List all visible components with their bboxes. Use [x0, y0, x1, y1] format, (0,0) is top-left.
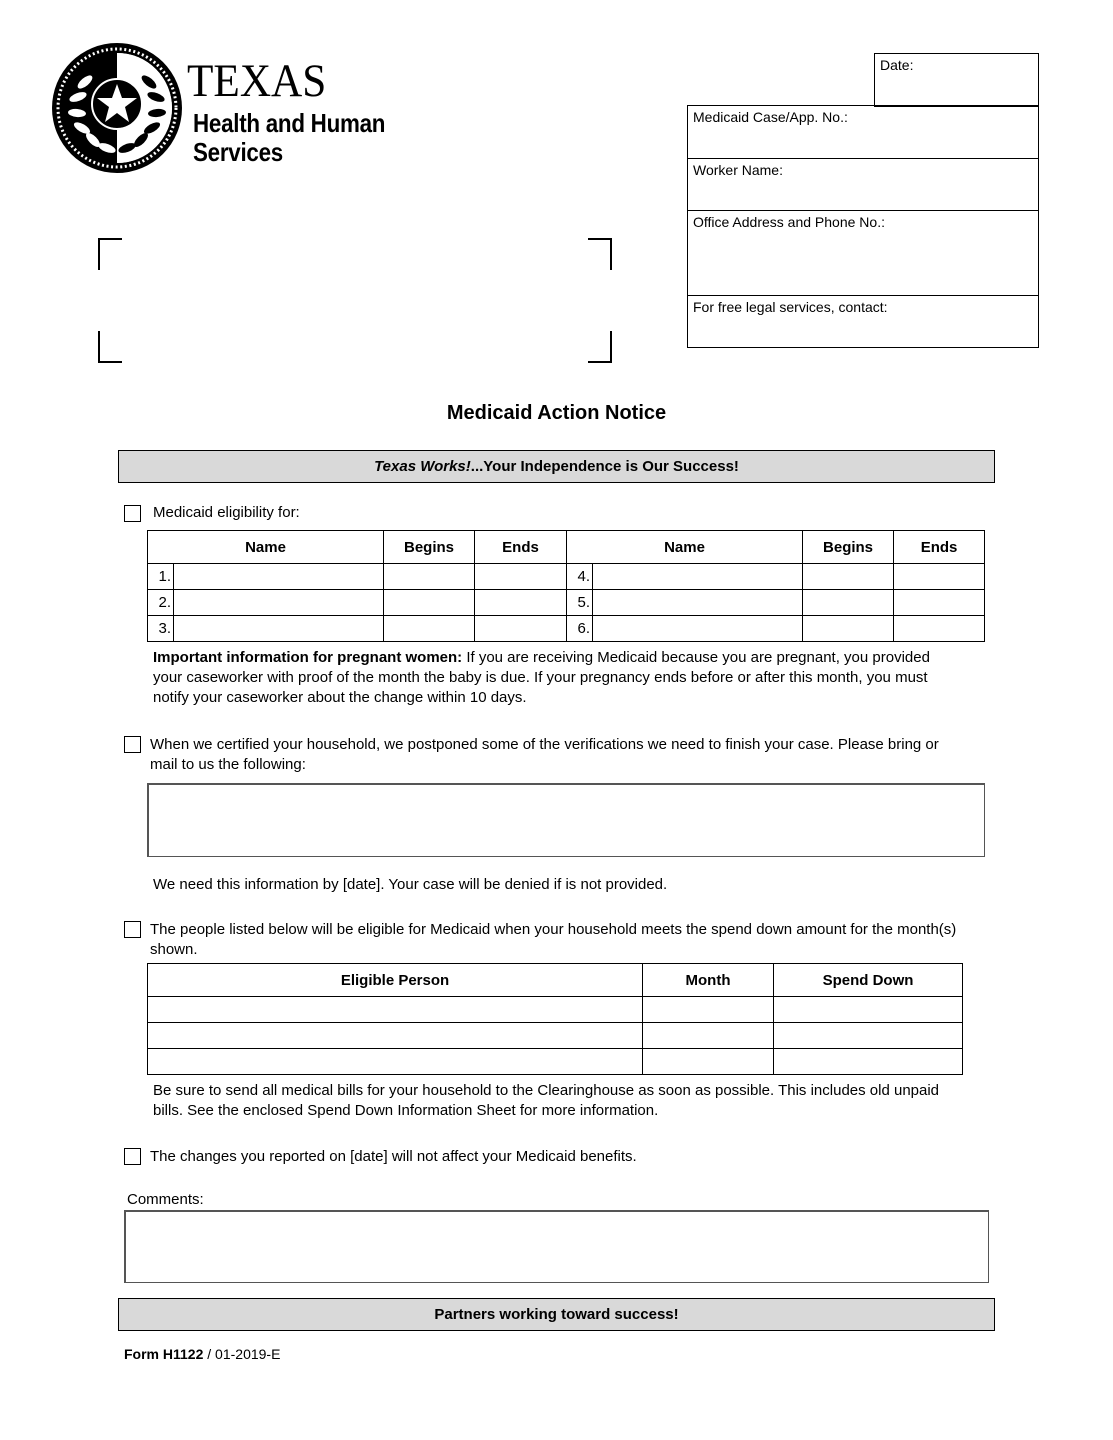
name-cell[interactable]	[593, 564, 803, 590]
name-cell[interactable]	[174, 616, 384, 642]
eligibility-checkbox[interactable]	[124, 505, 141, 522]
name-cell[interactable]	[593, 590, 803, 616]
legal-services-label: For free legal services, contact:	[693, 299, 888, 315]
comments-label: Comments:	[127, 1191, 204, 1208]
spend-down-note: Be sure to send all medical bills for your household to the Clearinghouse as soon as possible. This includes old unpaid bills. See the enclosed Spend Down Information Sheet for more information.	[153, 1082, 940, 1119]
pregnant-notice-heading: Important information for pregnant women:	[153, 649, 463, 666]
corner-mark-bottom-left	[98, 331, 122, 363]
logo-line-3: Services	[193, 137, 283, 167]
verifications-input[interactable]	[147, 783, 985, 857]
logo-line-2: Health and Human	[193, 108, 386, 138]
ends-cell[interactable]	[475, 616, 567, 642]
begins-cell[interactable]	[384, 590, 475, 616]
case-number-field[interactable]	[687, 105, 1039, 159]
row-number: 3.	[148, 616, 174, 642]
corner-mark-top-right	[588, 238, 612, 270]
column-header-spend-down: Spend Down	[774, 964, 963, 997]
row-number: 6.	[567, 616, 593, 642]
changes-checkbox[interactable]	[124, 1148, 141, 1165]
spend-down-cell[interactable]	[774, 1023, 963, 1049]
begins-cell[interactable]	[384, 616, 475, 642]
name-cell[interactable]	[174, 590, 384, 616]
eligibility-table	[147, 530, 985, 642]
comments-input[interactable]	[124, 1210, 989, 1283]
begins-cell[interactable]	[803, 590, 894, 616]
ends-cell[interactable]	[475, 590, 567, 616]
pregnant-women-notice	[153, 648, 953, 708]
column-header-month: Month	[643, 964, 774, 997]
row-number: 5.	[567, 590, 593, 616]
worker-name-field[interactable]	[687, 158, 1039, 211]
eligible-person-cell[interactable]	[148, 1023, 643, 1049]
corner-mark-bottom-right	[588, 331, 612, 363]
office-address-field[interactable]	[687, 210, 1039, 296]
begins-cell[interactable]	[803, 564, 894, 590]
month-cell[interactable]	[643, 997, 774, 1023]
verifications-checkbox[interactable]	[124, 736, 141, 753]
spend-down-table-header	[148, 964, 963, 997]
name-cell[interactable]	[174, 564, 384, 590]
form-id: Form H1122	[124, 1346, 204, 1362]
logo-texas-text: TEXAS	[187, 55, 327, 107]
month-cell[interactable]	[643, 1049, 774, 1075]
banner-text: ...Your Independence is Our Success!	[470, 458, 739, 475]
name-cell[interactable]	[593, 616, 803, 642]
legal-services-field[interactable]	[687, 295, 1039, 348]
texas-state-seal-icon	[51, 42, 183, 174]
spend-down-table	[147, 963, 963, 1075]
case-number-label: Medicaid Case/App. No.:	[693, 109, 848, 125]
table-row	[148, 590, 985, 616]
spend-down-checkbox[interactable]	[124, 921, 141, 938]
table-row	[148, 616, 985, 642]
partners-banner: Partners working toward success!	[118, 1298, 995, 1331]
verifications-deadline: We need this information by [date]. Your case will be denied if is not provided.	[153, 876, 668, 893]
slogan-banner	[118, 450, 995, 483]
banner-italic-text: Texas Works!	[374, 458, 471, 475]
page-title: Medicaid Action Notice	[446, 402, 667, 424]
eligible-person-cell[interactable]	[148, 1049, 643, 1075]
table-row	[148, 1023, 963, 1049]
month-cell[interactable]	[643, 1023, 774, 1049]
begins-cell[interactable]	[803, 616, 894, 642]
table-row	[148, 564, 985, 590]
spend-down-cell[interactable]	[774, 1049, 963, 1075]
table-row	[148, 1049, 963, 1075]
ends-cell[interactable]	[475, 564, 567, 590]
worker-name-label: Worker Name:	[693, 162, 783, 178]
corner-mark-top-left	[98, 238, 122, 270]
eligibility-label: Medicaid eligibility for:	[153, 504, 300, 521]
changes-label: The changes you reported on [date] will not affect your Medicaid benefits.	[150, 1148, 637, 1165]
column-header-name: Name	[567, 531, 803, 564]
row-number: 1.	[148, 564, 174, 590]
begins-cell[interactable]	[384, 564, 475, 590]
ends-cell[interactable]	[894, 616, 985, 642]
column-header-begins: Begins	[384, 531, 475, 564]
date-field[interactable]	[874, 53, 1039, 107]
table-row	[148, 997, 963, 1023]
verifications-label: When we certified your household, we postponed some of the verifications we need to finish your case. Please bring or mail to us the following:	[150, 736, 939, 773]
column-header-ends: Ends	[894, 531, 985, 564]
eligible-person-cell[interactable]	[148, 997, 643, 1023]
spend-down-label: The people listed below will be eligible for Medicaid when your household meets the spend down amount for the month(s) shown.	[150, 921, 957, 958]
eligibility-table-header	[148, 531, 985, 564]
date-label: Date:	[880, 57, 914, 73]
ends-cell[interactable]	[894, 564, 985, 590]
office-address-label: Office Address and Phone No.:	[693, 214, 885, 230]
column-header-name: Name	[148, 531, 384, 564]
row-number: 2.	[148, 590, 174, 616]
column-header-eligible-person: Eligible Person	[148, 964, 643, 997]
form-number	[124, 1346, 280, 1362]
spend-down-cell[interactable]	[774, 997, 963, 1023]
column-header-begins: Begins	[803, 531, 894, 564]
form-revision: / 01-2019-E	[203, 1346, 281, 1362]
pregnant-notice-text: If you are receiving Medicaid because you are pregnant, you provided your caseworker with proof of the month the baby is due. If your pregnancy ends before or after this month, you must notify your caseworker about the change within 10 days.	[153, 649, 930, 706]
column-header-ends: Ends	[475, 531, 567, 564]
ends-cell[interactable]	[894, 590, 985, 616]
row-number: 4.	[567, 564, 593, 590]
